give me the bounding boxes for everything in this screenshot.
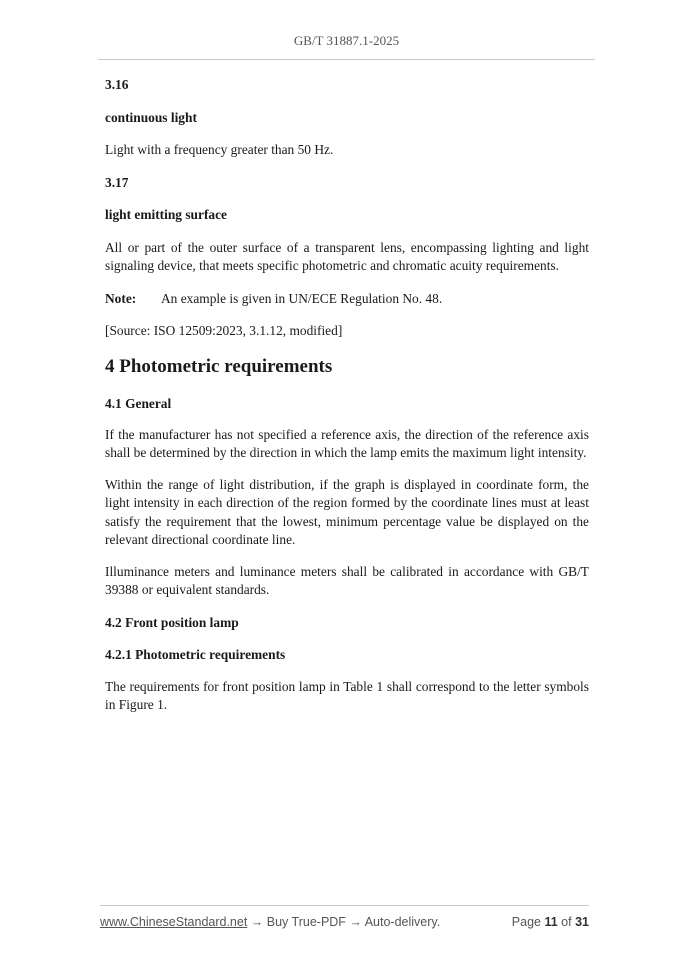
paragraph-4-1-b: Within the range of light distribution, if the graph is displayed in coordinate form, the light intensity in each direction of the region formed by the coordinate lines must at least satisfy the requirement that the lowest, minimum percentage value be displayed on the relevant directional coordinate line. xyxy=(105,476,589,547)
section-heading-4: 4 Photometric requirements xyxy=(105,355,333,377)
page-number: 11 xyxy=(544,915,558,929)
section-heading-4-2: 4.2 Front position lamp xyxy=(105,614,239,630)
page-footer xyxy=(100,905,589,929)
page-header xyxy=(98,33,595,60)
paragraph-4-1-c: Illuminance meters and luminance meters shall be calibrated in accordance with GB/T 39388 or equivalent standards. xyxy=(105,563,589,597)
term-continuous-light: continuous light xyxy=(105,109,197,125)
page-indicator xyxy=(512,915,589,929)
source-reference: [Source: ISO 12509:2023, 3.1.12, modified] xyxy=(105,323,343,338)
clause-number-3-17: 3.17 xyxy=(105,174,129,190)
total-pages: 31 xyxy=(575,915,589,929)
clause-number-3-16: 3.16 xyxy=(105,77,129,92)
note-text: An example is given in UN/ECE Regulation No. 48. xyxy=(161,290,443,306)
section-heading-4-2-1: 4.2.1 Photometric requirements xyxy=(105,646,286,662)
document-code: GB/T 31887.1-2025 xyxy=(293,33,400,48)
term-light-emitting-surface: light emitting surface xyxy=(105,207,227,222)
page-content xyxy=(105,76,589,715)
of-label: of xyxy=(561,915,572,929)
definition-3-17: All or part of the outer surface of a transparent lens, encompassing lighting and light signaling device, that meets specific photometric and chromatic acuity requirements. xyxy=(105,239,589,273)
paragraph-4-2-1: The requirements for front position lamp in Table 1 shall correspond to the letter symbols in Figure 1. xyxy=(105,678,589,712)
definition-3-16: Light with a frequency greater than 50 Hz. xyxy=(105,142,334,157)
footer-promo xyxy=(100,915,440,929)
site-link[interactable]: www.ChineseStandard.net xyxy=(100,915,248,929)
footer-promo-text: → Buy True-PDF → Auto-delivery. xyxy=(247,915,441,929)
page-label: Page xyxy=(511,915,541,929)
section-heading-4-1: 4.1 General xyxy=(105,395,172,411)
note-label: Note: xyxy=(105,290,137,306)
paragraph-4-1-a: If the manufacturer has not specified a reference axis, the direction of the reference axis shall be determined by the direction in which the lamp emits the maximum light intensity. xyxy=(105,426,589,460)
note-3-17 xyxy=(105,290,589,309)
